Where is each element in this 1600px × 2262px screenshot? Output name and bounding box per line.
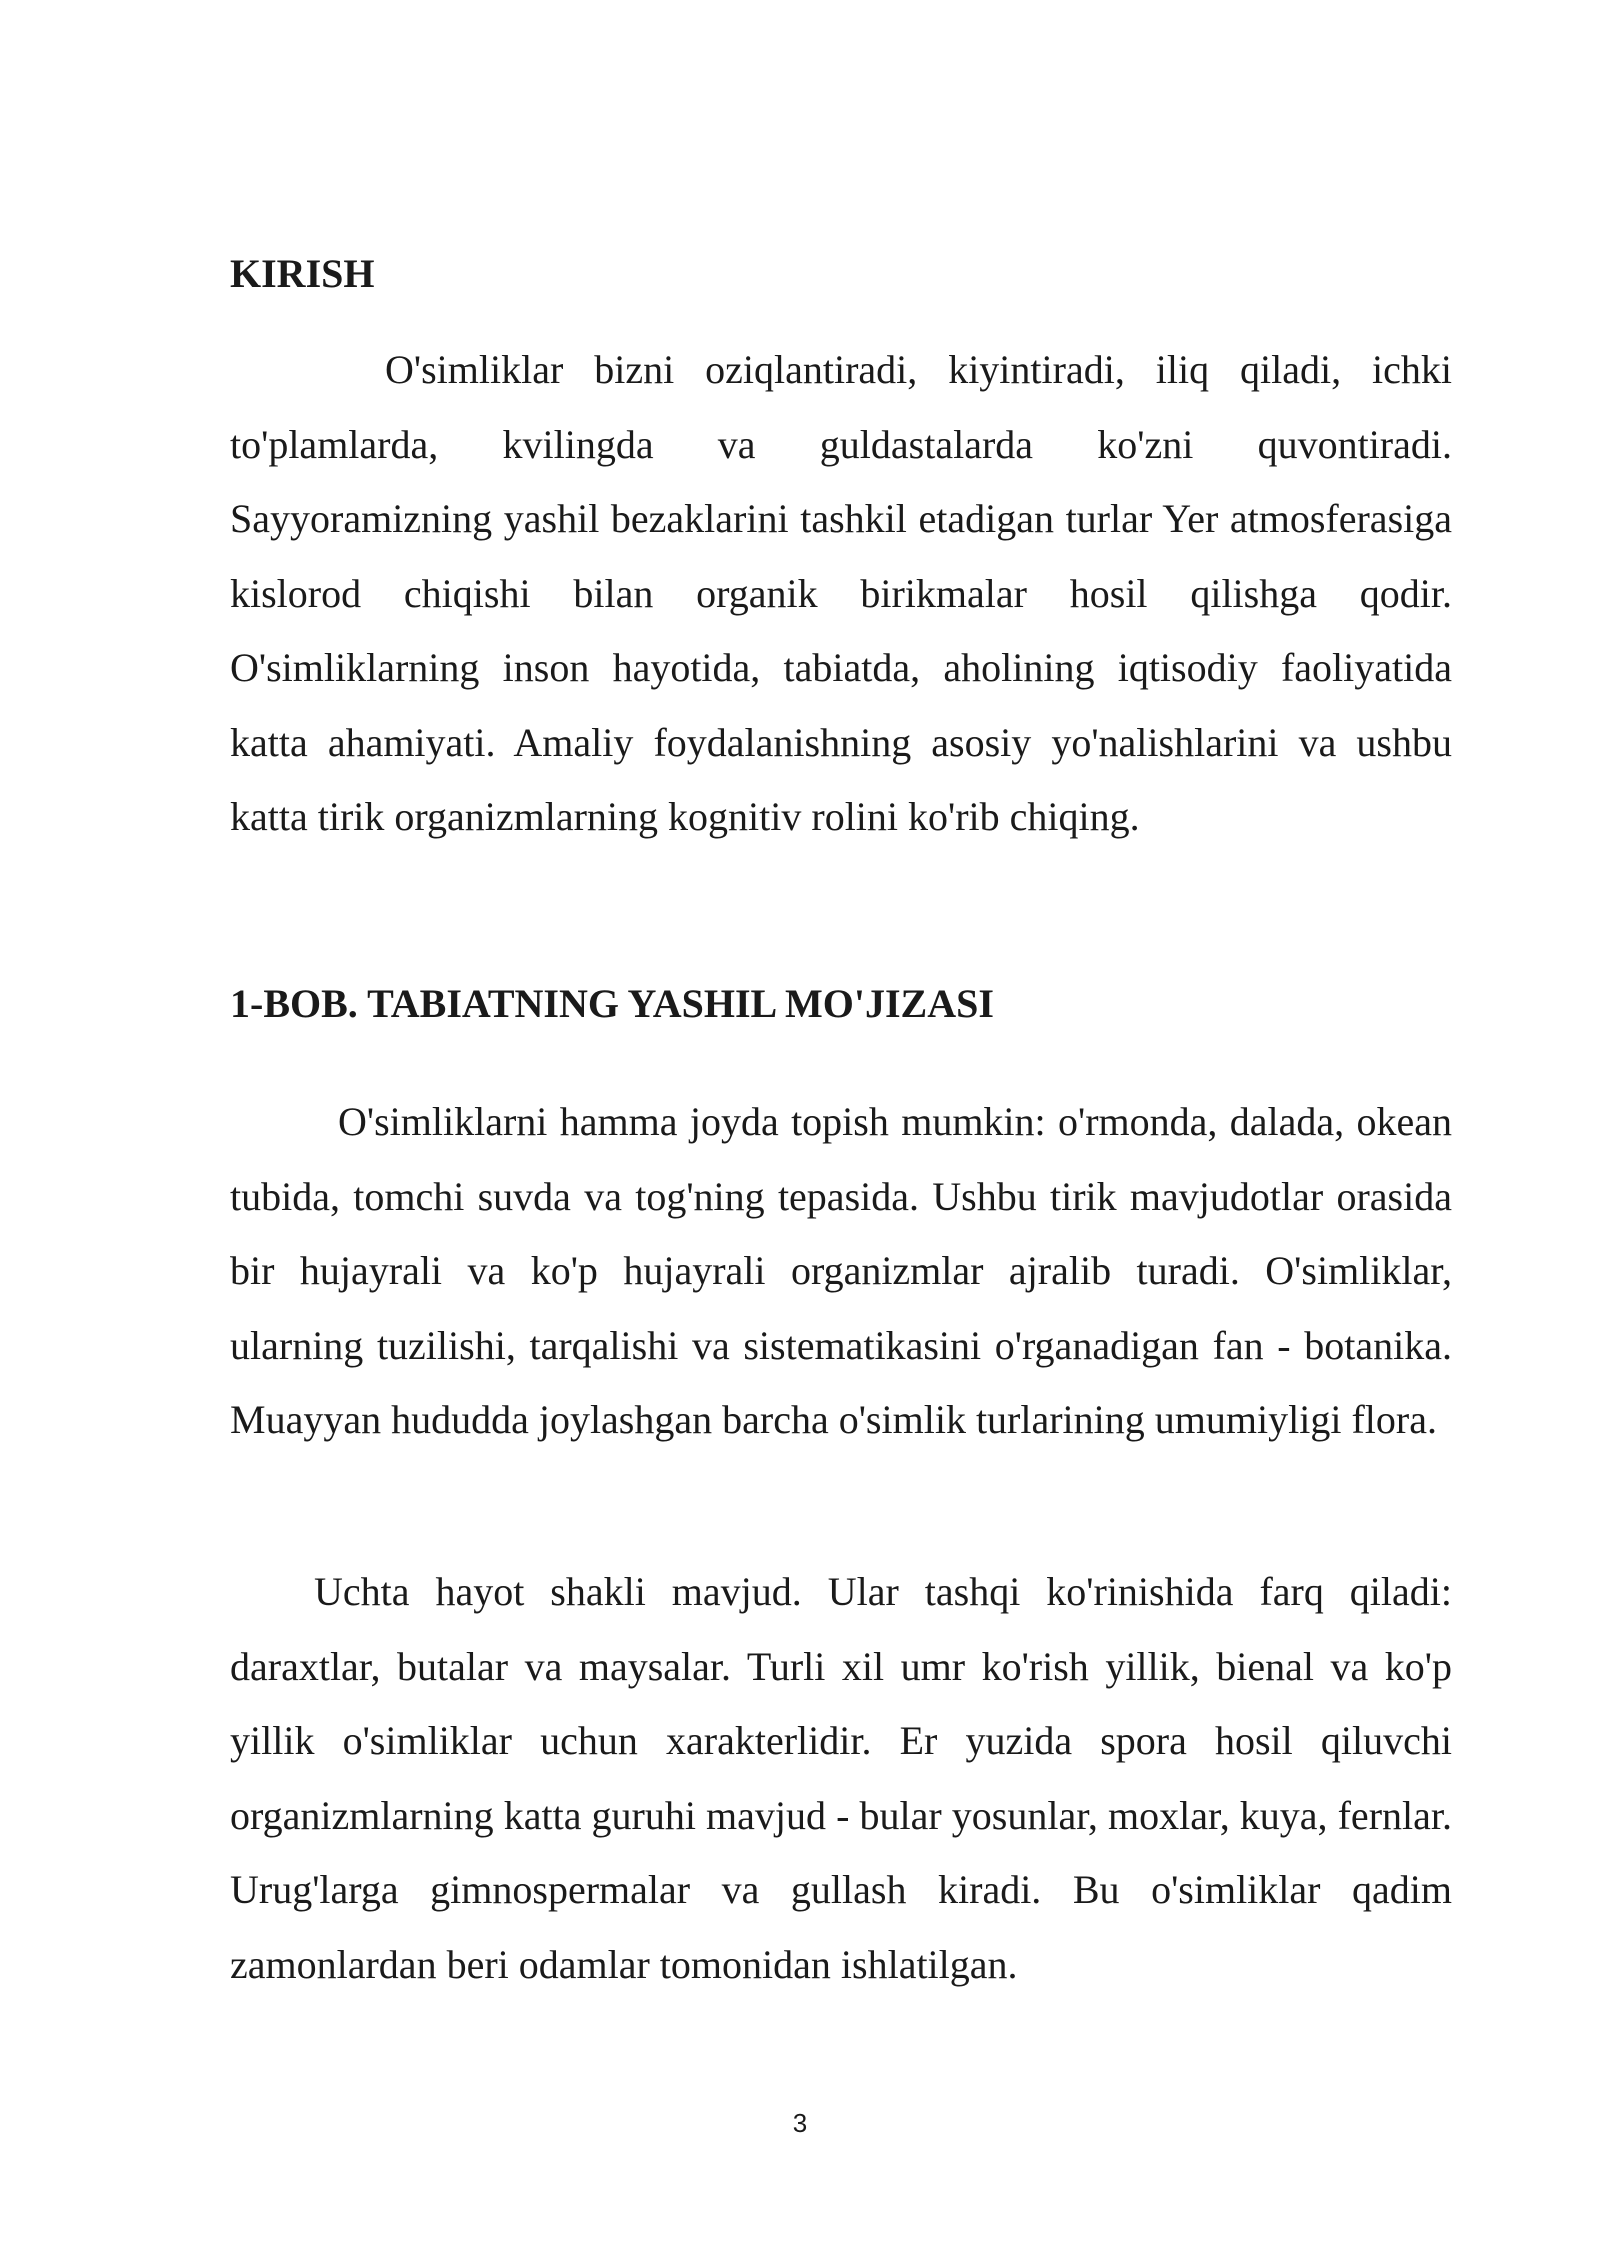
section-heading-intro: KIRISH	[230, 251, 375, 296]
chapter-1-paragraph-2: Uchta hayot shakli mavjud. Ular tashqi ko'rinishida farq qiladi: daraxtlar, butalar va maysalar. Turli xil umr ko'rish yillik, bienal va ko'p yillik o'simliklar uchun xarakterlidir. Er yuzida spora hosil qiluvchi organizmlarning katta guruhi mavjud - bular yosunlar, moxlar, kuya, fernlar. Urug'larga gimnospermalar va gullash kiradi. Bu o'simliklar qadim zamonlardan beri odamlar tomonidan ishlatilgan.	[230, 1569, 1452, 1987]
page-number: 3	[792, 2108, 808, 2138]
chapter-1-paragraph-1: O'simliklarni hamma joyda topish mumkin: o'rmonda, dalada, okean tubida, tomchi suvda va tog'ning tepasida. Ushbu tirik mavjudotlar orasida bir hujayrali va ko'p hujayrali organizmlar ajralib turadi. O'simliklar, ularning tuzilishi, tarqalishi va sistematikasini o'rganadigan fan - botanika. Muayyan hududda joylashgan barcha o'simlik turlarining umumiyligi flora.	[230, 1099, 1452, 1442]
section-heading-chapter-1: 1-BOB. TABIATNING YASHIL MO'JIZASI	[230, 981, 994, 1026]
intro-paragraph: O'simliklar bizni oziqlantiradi, kiyintiradi, iliq qiladi, ichki to'plamlarda, kvilingda va guldastalarda ko'zni quvontiradi. Sayyoramizning yashil bezaklarini tashkil etadigan turlar Yer atmosferasiga kislorod chiqishi bilan organik birikmalar hosil qilishga qodir. O'simliklarning inson hayotida, tabiatda, aholining iqtisodiy faoliyatida katta ahamiyati. Amaliy foydalanishning asosiy yo'nalishlarini va ushbu katta tirik organizmlarning kognitiv rolini ko'rib chiqing.	[230, 347, 1452, 839]
